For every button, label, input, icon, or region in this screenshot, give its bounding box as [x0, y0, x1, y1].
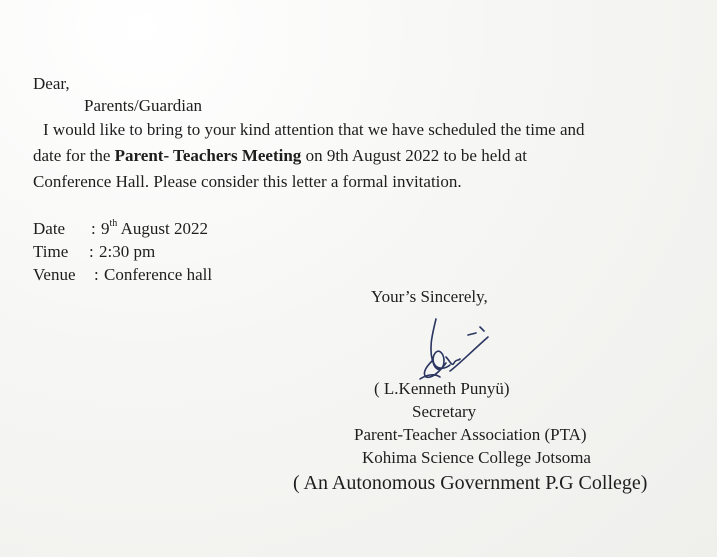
meeting-name: Parent- Teachers Meeting	[114, 146, 302, 165]
venue-label: Venue	[33, 265, 76, 284]
organization: Parent-Teacher Association (PTA)	[354, 425, 587, 444]
venue-value: Conference hall	[104, 265, 213, 284]
body-line-1: I would like to bring to your kind attention that we have scheduled the time and	[43, 120, 585, 139]
college-status: ( An Autonomous Government P.G College)	[293, 472, 648, 494]
salutation: Dear,	[33, 74, 70, 93]
date-month-year: August 2022	[117, 219, 208, 238]
body-line-2-end: on 9th August 2022 to be held at	[301, 146, 528, 165]
body-line-3: Conference Hall. Please consider this letter a formal invitation.	[33, 172, 462, 191]
venue-separator: :	[94, 265, 99, 284]
date-day: 9	[101, 219, 110, 238]
body-line-2-start: date for the	[33, 146, 115, 165]
college-name: Kohima Science College Jotsoma	[362, 448, 591, 467]
venue-row	[33, 265, 212, 285]
time-separator: :	[89, 242, 94, 261]
date-label: Date	[33, 219, 66, 238]
date-row	[33, 219, 208, 239]
date-suffix: th	[109, 218, 118, 230]
date-separator: :	[91, 219, 96, 238]
designation: Secretary	[412, 402, 477, 421]
time-row	[33, 242, 155, 262]
closing: Your’s Sincerely,	[371, 287, 488, 306]
signatory-name: ( L.Kenneth Punyü)	[374, 379, 510, 398]
time-value: 2:30 pm	[99, 242, 156, 261]
time-label: Time	[33, 242, 69, 261]
body-line-2	[33, 146, 527, 166]
recipient: Parents/Guardian	[84, 96, 203, 115]
